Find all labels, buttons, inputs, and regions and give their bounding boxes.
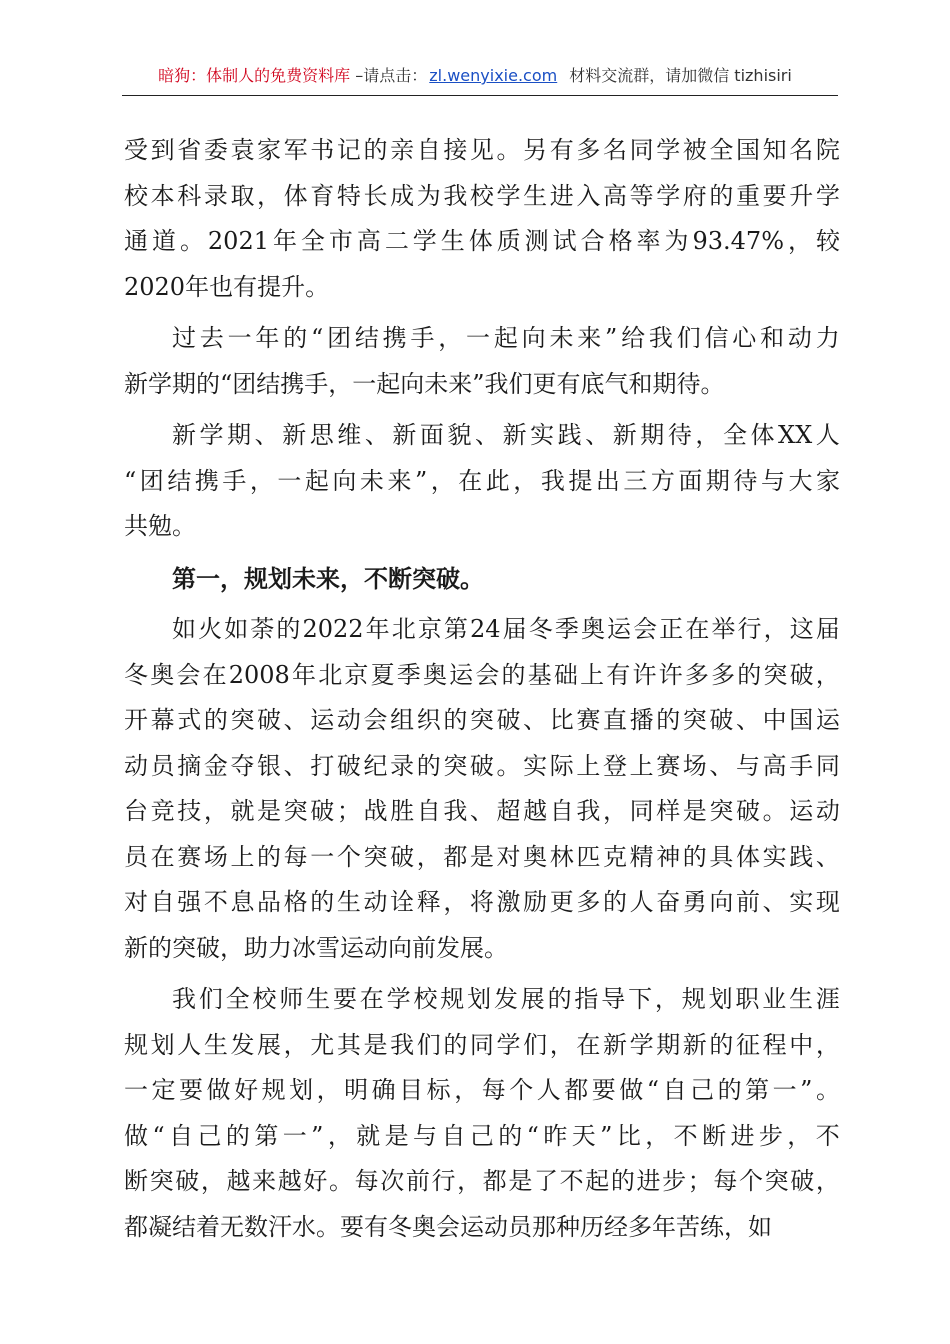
text-line: 第一，规划未来，不断突破。 <box>172 563 484 593</box>
paragraph-p1 <box>124 128 840 310</box>
text-line: 过 去 一 年 的 “ 团 结 携 手 ， 一 起 向 未 来 ” 给 我 们 信 心 和 动 力 <box>172 324 840 352</box>
text-line: 都凝结着无数汗水。要有冬奥会运动员那种历经多年苦练，如 <box>124 1212 772 1241</box>
header-site-name: 暗狗：体制人的免费资料库 <box>158 66 351 85</box>
paragraph-p6 <box>124 977 840 1250</box>
document-body <box>124 128 840 1250</box>
text-line: 断 突 破 ， 越 来 越 好 。 每 次 前 行 ， 都 是 了 不 起 的 进 步 ； 每 个 突 破 ， <box>124 1167 840 1195</box>
text-line: 员 在 赛 场 上 的 每 一 个 突 破 ， 都 是 对 奥 林 匹 克 精 神 的 具 体 实 践 、 <box>124 842 840 871</box>
text-line: 共勉。 <box>124 512 196 540</box>
paragraph-p5 <box>124 607 840 971</box>
header-divider <box>122 95 838 96</box>
text-line: 台 竞 技 ， 就 是 突 破 ； 战 胜 自 我 、 超 越 自 我 ， 同 样 是 突 破 。 运 动 <box>124 797 840 825</box>
header-click-prompt: –请点击： <box>350 66 428 85</box>
paragraph-p4 <box>124 556 840 602</box>
paragraph-p3 <box>124 413 840 550</box>
text-line: 通 道 。 2021 年 全 市 高 二 学 生 体 质 测 试 合 格 率 为 93.47% ， 较 <box>124 227 840 255</box>
text-line: 开 幕 式 的 突 破 、 运 动 会 组 织 的 突 破 、 比 赛 直 播 的 突 破 、 中 国 运 <box>124 706 840 734</box>
page-header <box>0 64 950 88</box>
text-line: 做 “ 自 己 的 第 一 ” ， 就 是 与 自 己 的 “ 昨 天 ” 比 ， 不 断 进 步 ， 不 <box>124 1121 840 1150</box>
text-line: 校 本 科 录 取 ， 体 育 特 长 成 为 我 校 学 生 进 入 高 等 学 府 的 重 要 升 学 <box>124 181 840 210</box>
text-line: 我 们 全 校 师 生 要 在 学 校 规 划 发 展 的 指 导 下 ， 规 划 职 业 生 涯 <box>172 985 840 1013</box>
header-wechat-note: 材料交流群，请加微信 tizhisiri <box>569 66 792 85</box>
text-line: 2020年也有提升。 <box>124 272 330 301</box>
text-line: 规 划 人 生 发 展 ， 尤 其 是 我 们 的 同 学 们 ， 在 新 学 期 新 的 征 程 中 ， <box>124 1030 840 1059</box>
text-line: 一 定 要 做 好 规 划 ， 明 确 目 标 ， 每 个 人 都 要 做 “ 自 己 的 第 一 ” 。 <box>124 1076 840 1104</box>
header-site-link[interactable]: zl.wenyixie.com <box>429 66 558 85</box>
text-line: 新学期的“团结携手，一起向未来”我们更有底气和期待。 <box>124 369 725 398</box>
text-line: 受 到 省 委 袁 家 军 书 记 的 亲 自 接 见 。 另 有 多 名 同 学 被 全 国 知 名 院 <box>124 136 840 164</box>
text-line: 动 员 摘 金 夺 银 、 打 破 纪 录 的 突 破 。 实 际 上 登 上 赛 场 、 与 高 手 同 <box>124 751 840 780</box>
paragraph-p2 <box>124 316 840 407</box>
text-line: 如 火 如 荼 的 2022 年 北 京 第 24 届 冬 季 奥 运 会 正 在 举 行 ， 这 届 <box>172 615 840 643</box>
text-line: 新 学 期 、 新 思 维 、 新 面 貌 、 新 实 践 、 新 期 待 ， 全 体 XX 人 <box>172 421 840 449</box>
text-line: 对 自 强 不 息 品 格 的 生 动 诠 释 ， 将 激 励 更 多 的 人 奋 勇 向 前 、 实 现 <box>124 888 840 916</box>
text-line: 冬 奥 会 在 2008 年 北 京 夏 季 奥 运 会 的 基 础 上 有 许 许 多 多 的 突 破 ， <box>124 660 840 689</box>
text-line: 新的突破，助力冰雪运动向前发展。 <box>124 933 508 962</box>
text-line: “ 团 结 携 手 ， 一 起 向 未 来 ” ， 在 此 ， 我 提 出 三 方 面 期 待 与 大 家 <box>124 466 840 495</box>
